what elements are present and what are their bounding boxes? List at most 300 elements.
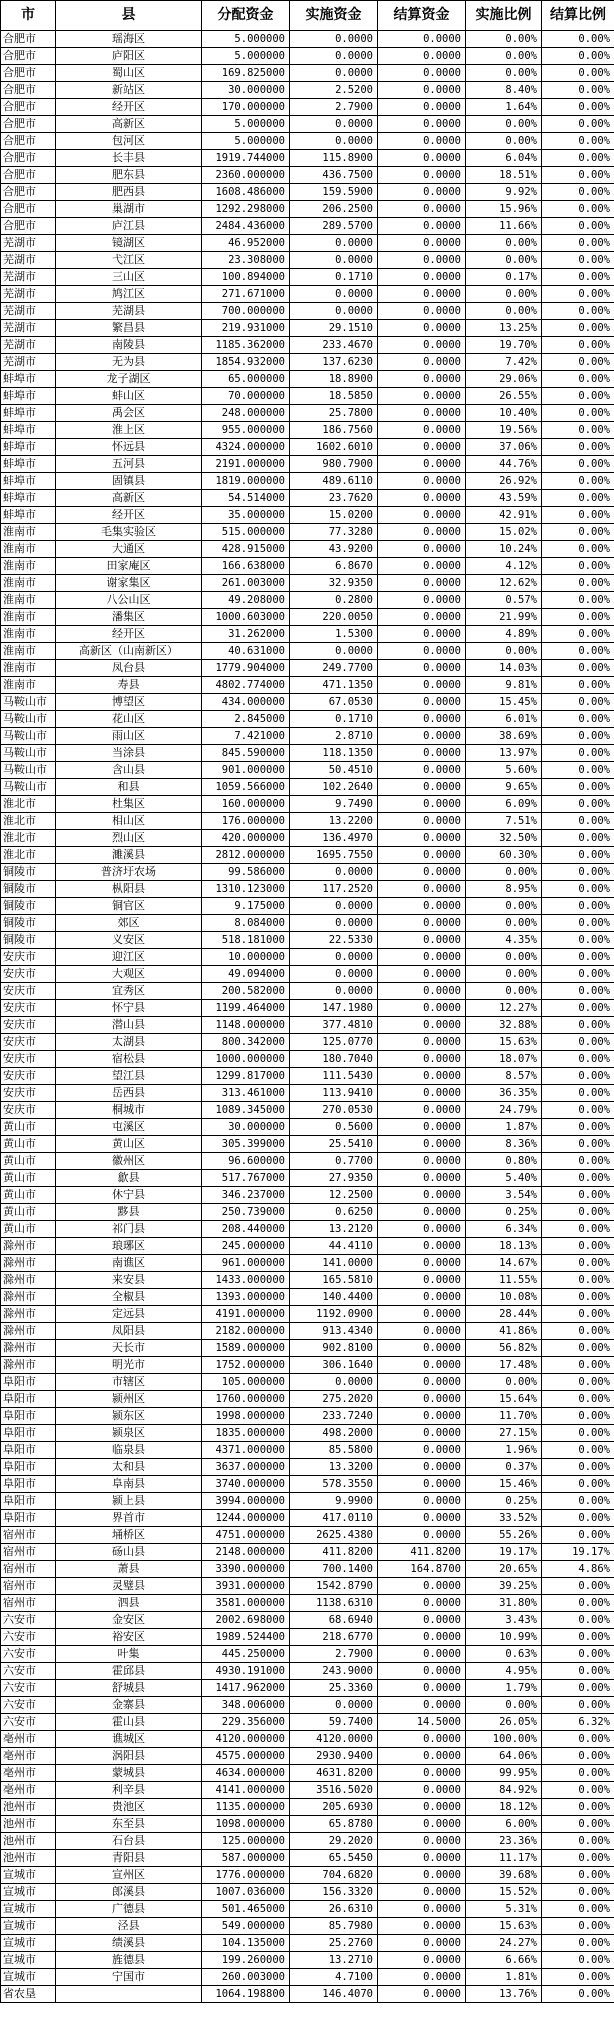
city-cell: 阜阳市 <box>1 1391 56 1408</box>
impl-ratio-cell: 0.37% <box>466 1459 542 1476</box>
settle-ratio-cell: 0.00% <box>542 1918 614 1935</box>
table-row <box>1 1357 614 1374</box>
city-cell: 六安市 <box>1 1714 56 1731</box>
implemented-cell: 22.5330 <box>290 932 378 949</box>
implemented-cell: 417.0110 <box>290 1510 378 1527</box>
implemented-cell: 3516.5020 <box>290 1782 378 1799</box>
table-row <box>1 524 614 541</box>
county-cell: 萧县 <box>56 1561 202 1578</box>
settle-ratio-cell: 0.00% <box>542 1170 614 1187</box>
city-cell: 马鞍山市 <box>1 762 56 779</box>
implemented-cell: 0.0000 <box>290 983 378 1000</box>
city-cell: 蚌埠市 <box>1 507 56 524</box>
implemented-cell: 249.7700 <box>290 660 378 677</box>
settled-cell: 0.0000 <box>378 1952 466 1969</box>
table-row <box>1 1340 614 1357</box>
table-row <box>1 422 614 439</box>
county-cell: 五河县 <box>56 456 202 473</box>
city-cell: 马鞍山市 <box>1 694 56 711</box>
impl-ratio-cell: 0.00% <box>466 1374 542 1391</box>
county-cell: 枞阳县 <box>56 881 202 898</box>
settled-cell: 0.0000 <box>378 1969 466 1986</box>
city-cell: 淮北市 <box>1 796 56 813</box>
allocated-cell: 4930.191000 <box>202 1663 290 1680</box>
settle-ratio-cell: 0.00% <box>542 694 614 711</box>
implemented-cell: 980.7900 <box>290 456 378 473</box>
table-row <box>1 65 614 82</box>
county-cell: 经开区 <box>56 99 202 116</box>
settle-ratio-cell: 0.00% <box>542 320 614 337</box>
city-cell: 蚌埠市 <box>1 388 56 405</box>
allocated-cell: 100.894000 <box>202 269 290 286</box>
table-row <box>1 1918 614 1935</box>
allocated-cell: 5.000000 <box>202 133 290 150</box>
settled-cell: 0.0000 <box>378 1833 466 1850</box>
implemented-cell: 50.4510 <box>290 762 378 779</box>
settle-ratio-cell: 0.00% <box>542 303 614 320</box>
settle-ratio-cell: 0.00% <box>542 1952 614 1969</box>
implemented-cell: 220.0050 <box>290 609 378 626</box>
allocated-cell: 250.739000 <box>202 1204 290 1221</box>
city-cell: 蚌埠市 <box>1 473 56 490</box>
implemented-cell: 186.7560 <box>290 422 378 439</box>
impl-ratio-cell: 6.01% <box>466 711 542 728</box>
impl-ratio-cell: 19.56% <box>466 422 542 439</box>
allocated-cell: 23.308000 <box>202 252 290 269</box>
table-row <box>1 626 614 643</box>
county-cell: 东至县 <box>56 1816 202 1833</box>
settle-ratio-cell: 0.00% <box>542 1765 614 1782</box>
impl-ratio-cell: 15.46% <box>466 1476 542 1493</box>
allocated-cell: 245.000000 <box>202 1238 290 1255</box>
allocated-cell: 248.000000 <box>202 405 290 422</box>
settle-ratio-cell: 0.00% <box>542 218 614 235</box>
impl-ratio-cell: 1.96% <box>466 1442 542 1459</box>
table-row <box>1 1799 614 1816</box>
settle-ratio-cell: 0.00% <box>542 609 614 626</box>
county-cell: 三山区 <box>56 269 202 286</box>
settle-ratio-cell: 0.00% <box>542 983 614 1000</box>
table-row <box>1 643 614 660</box>
county-cell: 肥东县 <box>56 167 202 184</box>
city-cell: 铜陵市 <box>1 932 56 949</box>
allocated-cell: 2812.000000 <box>202 847 290 864</box>
allocated-cell: 65.000000 <box>202 371 290 388</box>
city-cell: 芜湖市 <box>1 269 56 286</box>
settled-cell: 0.0000 <box>378 1408 466 1425</box>
settled-cell: 0.0000 <box>378 48 466 65</box>
county-cell: 花山区 <box>56 711 202 728</box>
allocated-cell: 229.356000 <box>202 1714 290 1731</box>
implemented-cell: 0.0000 <box>290 303 378 320</box>
settle-ratio-cell: 0.00% <box>542 1782 614 1799</box>
allocated-cell: 1998.000000 <box>202 1408 290 1425</box>
county-cell: 田家庵区 <box>56 558 202 575</box>
settled-cell: 0.0000 <box>378 966 466 983</box>
settle-ratio-cell: 0.00% <box>542 813 614 830</box>
table-row <box>1 1255 614 1272</box>
settle-ratio-cell: 0.00% <box>542 99 614 116</box>
impl-ratio-cell: 29.06% <box>466 371 542 388</box>
settled-cell: 0.0000 <box>378 626 466 643</box>
allocated-cell: 518.181000 <box>202 932 290 949</box>
settle-ratio-cell: 0.00% <box>542 439 614 456</box>
settle-ratio-cell: 0.00% <box>542 1306 614 1323</box>
impl-ratio-cell: 15.02% <box>466 524 542 541</box>
allocated-cell: 549.000000 <box>202 1918 290 1935</box>
header-city: 市 <box>1 1 56 31</box>
settle-ratio-cell: 0.00% <box>542 65 614 82</box>
settled-cell: 0.0000 <box>378 1918 466 1935</box>
county-cell: 桐城市 <box>56 1102 202 1119</box>
county-cell: 谢家集区 <box>56 575 202 592</box>
county-cell: 郊区 <box>56 915 202 932</box>
implemented-cell: 15.0200 <box>290 507 378 524</box>
table-row <box>1 1153 614 1170</box>
table-row <box>1 1646 614 1663</box>
implemented-cell: 377.4810 <box>290 1017 378 1034</box>
allocated-cell: 1185.362000 <box>202 337 290 354</box>
implemented-cell: 4631.8200 <box>290 1765 378 1782</box>
allocated-cell: 3931.000000 <box>202 1578 290 1595</box>
city-cell: 宿州市 <box>1 1578 56 1595</box>
implemented-cell: 4120.0000 <box>290 1731 378 1748</box>
city-cell: 合肥市 <box>1 48 56 65</box>
settle-ratio-cell: 0.00% <box>542 643 614 660</box>
city-cell: 宣城市 <box>1 1935 56 1952</box>
city-cell: 芜湖市 <box>1 235 56 252</box>
settle-ratio-cell: 0.00% <box>542 1884 614 1901</box>
city-cell: 滁州市 <box>1 1255 56 1272</box>
implemented-cell: 411.8200 <box>290 1544 378 1561</box>
implemented-cell: 68.6940 <box>290 1612 378 1629</box>
settle-ratio-cell: 0.00% <box>542 558 614 575</box>
impl-ratio-cell: 38.69% <box>466 728 542 745</box>
settled-cell: 0.0000 <box>378 1340 466 1357</box>
settled-cell: 0.0000 <box>378 1306 466 1323</box>
city-cell: 淮南市 <box>1 558 56 575</box>
implemented-cell: 2625.4380 <box>290 1527 378 1544</box>
implemented-cell: 1542.8790 <box>290 1578 378 1595</box>
settled-cell: 0.0000 <box>378 1153 466 1170</box>
city-cell: 宿州市 <box>1 1595 56 1612</box>
city-cell: 安庆市 <box>1 1034 56 1051</box>
city-cell: 宣城市 <box>1 1867 56 1884</box>
table-row <box>1 830 614 847</box>
impl-ratio-cell: 9.65% <box>466 779 542 796</box>
settled-cell: 0.0000 <box>378 1391 466 1408</box>
implemented-cell: 218.6770 <box>290 1629 378 1646</box>
county-cell: 宣州区 <box>56 1867 202 1884</box>
implemented-cell: 25.5410 <box>290 1136 378 1153</box>
settle-ratio-cell: 0.00% <box>542 201 614 218</box>
impl-ratio-cell: 0.00% <box>466 133 542 150</box>
settled-cell: 0.0000 <box>378 898 466 915</box>
settled-cell: 0.0000 <box>378 1374 466 1391</box>
header-settled-funds: 结算资金 <box>378 1 466 31</box>
county-cell: 灵璧县 <box>56 1578 202 1595</box>
settled-cell: 0.0000 <box>378 1051 466 1068</box>
settle-ratio-cell: 0.00% <box>542 1357 614 1374</box>
city-cell: 黄山市 <box>1 1136 56 1153</box>
impl-ratio-cell: 99.95% <box>466 1765 542 1782</box>
county-cell: 庐江县 <box>56 218 202 235</box>
impl-ratio-cell: 0.00% <box>466 966 542 983</box>
table-row <box>1 1017 614 1034</box>
implemented-cell: 1602.6010 <box>290 439 378 456</box>
table-row <box>1 779 614 796</box>
table-row <box>1 405 614 422</box>
settle-ratio-cell: 0.00% <box>542 779 614 796</box>
implemented-cell: 18.5850 <box>290 388 378 405</box>
table-row <box>1 1884 614 1901</box>
allocated-cell: 3740.000000 <box>202 1476 290 1493</box>
city-cell: 淮南市 <box>1 626 56 643</box>
table-row <box>1 1510 614 1527</box>
county-cell: 鸠江区 <box>56 286 202 303</box>
impl-ratio-cell: 0.25% <box>466 1493 542 1510</box>
impl-ratio-cell: 0.00% <box>466 286 542 303</box>
header-row <box>1 1 614 31</box>
table-row <box>1 1816 614 1833</box>
allocated-cell: 35.000000 <box>202 507 290 524</box>
table-row <box>1 303 614 320</box>
implemented-cell: 65.8780 <box>290 1816 378 1833</box>
implemented-cell: 9.9900 <box>290 1493 378 1510</box>
allocated-cell: 1433.000000 <box>202 1272 290 1289</box>
allocated-cell: 30.000000 <box>202 1119 290 1136</box>
implemented-cell: 2930.9400 <box>290 1748 378 1765</box>
implemented-cell: 159.5900 <box>290 184 378 201</box>
city-cell: 黄山市 <box>1 1119 56 1136</box>
settled-cell: 0.0000 <box>378 1935 466 1952</box>
allocated-cell: 199.260000 <box>202 1952 290 1969</box>
county-cell: 界首市 <box>56 1510 202 1527</box>
impl-ratio-cell: 0.57% <box>466 592 542 609</box>
county-cell: 阜南县 <box>56 1476 202 1493</box>
settle-ratio-cell: 0.00% <box>542 1068 614 1085</box>
settle-ratio-cell: 0.00% <box>542 575 614 592</box>
table-row <box>1 1561 614 1578</box>
table-row <box>1 1969 614 1986</box>
implemented-cell: 471.1350 <box>290 677 378 694</box>
settled-cell: 0.0000 <box>378 507 466 524</box>
table-row <box>1 1595 614 1612</box>
impl-ratio-cell: 27.15% <box>466 1425 542 1442</box>
settled-cell: 0.0000 <box>378 371 466 388</box>
table-row <box>1 473 614 490</box>
city-cell: 黄山市 <box>1 1187 56 1204</box>
table-row <box>1 1085 614 1102</box>
city-cell: 蚌埠市 <box>1 405 56 422</box>
city-cell: 滁州市 <box>1 1306 56 1323</box>
implemented-cell: 13.2120 <box>290 1221 378 1238</box>
impl-ratio-cell: 8.36% <box>466 1136 542 1153</box>
settle-ratio-cell: 0.00% <box>542 235 614 252</box>
county-cell: 颍上县 <box>56 1493 202 1510</box>
impl-ratio-cell: 0.00% <box>466 235 542 252</box>
settled-cell: 0.0000 <box>378 949 466 966</box>
county-cell: 相山区 <box>56 813 202 830</box>
impl-ratio-cell: 4.12% <box>466 558 542 575</box>
implemented-cell: 1138.6310 <box>290 1595 378 1612</box>
settle-ratio-cell: 0.00% <box>542 1340 614 1357</box>
impl-ratio-cell: 7.42% <box>466 354 542 371</box>
county-cell: 旌德县 <box>56 1952 202 1969</box>
impl-ratio-cell: 17.48% <box>466 1357 542 1374</box>
city-cell: 合肥市 <box>1 99 56 116</box>
settled-cell: 0.0000 <box>378 1034 466 1051</box>
allocated-cell: 800.342000 <box>202 1034 290 1051</box>
implemented-cell: 0.0000 <box>290 133 378 150</box>
impl-ratio-cell: 5.60% <box>466 762 542 779</box>
table-row <box>1 490 614 507</box>
settled-cell: 0.0000 <box>378 711 466 728</box>
allocated-cell: 49.094000 <box>202 966 290 983</box>
settle-ratio-cell: 0.00% <box>542 1051 614 1068</box>
settled-cell: 14.5000 <box>378 1714 466 1731</box>
impl-ratio-cell: 20.65% <box>466 1561 542 1578</box>
county-cell: 铜官区 <box>56 898 202 915</box>
implemented-cell: 233.7240 <box>290 1408 378 1425</box>
allocated-cell: 176.000000 <box>202 813 290 830</box>
implemented-cell: 140.4400 <box>290 1289 378 1306</box>
table-row <box>1 1136 614 1153</box>
implemented-cell: 275.2020 <box>290 1391 378 1408</box>
county-cell: 弋江区 <box>56 252 202 269</box>
settle-ratio-cell: 0.00% <box>542 422 614 439</box>
settle-ratio-cell: 0.00% <box>542 1663 614 1680</box>
settle-ratio-cell: 0.00% <box>542 1816 614 1833</box>
settle-ratio-cell: 0.00% <box>542 1408 614 1425</box>
table-row <box>1 1935 614 1952</box>
settle-ratio-cell: 0.00% <box>542 1629 614 1646</box>
settled-cell: 0.0000 <box>378 1595 466 1612</box>
city-cell: 省农垦 <box>1 1986 56 2003</box>
table-row <box>1 558 614 575</box>
county-cell: 裕安区 <box>56 1629 202 1646</box>
settle-ratio-cell: 0.00% <box>542 1255 614 1272</box>
settled-cell: 0.0000 <box>378 1663 466 1680</box>
city-cell: 淮南市 <box>1 660 56 677</box>
table-row <box>1 1544 614 1561</box>
impl-ratio-cell: 84.92% <box>466 1782 542 1799</box>
implemented-cell: 578.3550 <box>290 1476 378 1493</box>
table-row <box>1 354 614 371</box>
impl-ratio-cell: 6.34% <box>466 1221 542 1238</box>
settle-ratio-cell: 0.00% <box>542 82 614 99</box>
allocated-cell: 169.825000 <box>202 65 290 82</box>
settled-cell: 0.0000 <box>378 286 466 303</box>
table-row <box>1 728 614 745</box>
allocated-cell: 2484.436000 <box>202 218 290 235</box>
settle-ratio-cell: 6.32% <box>542 1714 614 1731</box>
header-county: 县 <box>56 1 202 31</box>
settle-ratio-cell: 0.00% <box>542 286 614 303</box>
impl-ratio-cell: 64.06% <box>466 1748 542 1765</box>
implemented-cell: 67.0530 <box>290 694 378 711</box>
settle-ratio-cell: 0.00% <box>542 1510 614 1527</box>
settle-ratio-cell: 0.00% <box>542 1578 614 1595</box>
county-cell <box>56 1986 202 2003</box>
settled-cell: 0.0000 <box>378 1867 466 1884</box>
settle-ratio-cell: 0.00% <box>542 388 614 405</box>
implemented-cell: 704.6820 <box>290 1867 378 1884</box>
settle-ratio-cell: 0.00% <box>542 796 614 813</box>
city-cell: 阜阳市 <box>1 1476 56 1493</box>
impl-ratio-cell: 0.00% <box>466 949 542 966</box>
implemented-cell: 902.8100 <box>290 1340 378 1357</box>
county-cell: 八公山区 <box>56 592 202 609</box>
implemented-cell: 27.9350 <box>290 1170 378 1187</box>
table-body <box>1 31 614 2003</box>
settled-cell: 0.0000 <box>378 1102 466 1119</box>
table-row <box>1 99 614 116</box>
city-cell: 阜阳市 <box>1 1425 56 1442</box>
city-cell: 宣城市 <box>1 1901 56 1918</box>
county-cell: 烈山区 <box>56 830 202 847</box>
allocated-cell: 9.175000 <box>202 898 290 915</box>
implemented-cell: 0.0000 <box>290 48 378 65</box>
allocated-cell: 1059.566000 <box>202 779 290 796</box>
table-row <box>1 762 614 779</box>
impl-ratio-cell: 5.40% <box>466 1170 542 1187</box>
implemented-cell: 0.0000 <box>290 286 378 303</box>
county-cell: 蜀山区 <box>56 65 202 82</box>
implemented-cell: 115.8900 <box>290 150 378 167</box>
city-cell: 芜湖市 <box>1 286 56 303</box>
table-row <box>1 167 614 184</box>
settled-cell: 0.0000 <box>378 864 466 881</box>
impl-ratio-cell: 18.07% <box>466 1051 542 1068</box>
settled-cell: 0.0000 <box>378 1187 466 1204</box>
settle-ratio-cell: 0.00% <box>542 1272 614 1289</box>
city-cell: 马鞍山市 <box>1 711 56 728</box>
allocated-cell: 1098.000000 <box>202 1816 290 1833</box>
county-cell: 谯城区 <box>56 1731 202 1748</box>
impl-ratio-cell: 18.51% <box>466 167 542 184</box>
table-row <box>1 1391 614 1408</box>
table-row <box>1 1697 614 1714</box>
impl-ratio-cell: 4.35% <box>466 932 542 949</box>
impl-ratio-cell: 14.67% <box>466 1255 542 1272</box>
city-cell: 蚌埠市 <box>1 439 56 456</box>
impl-ratio-cell: 10.99% <box>466 1629 542 1646</box>
implemented-cell: 0.0000 <box>290 1697 378 1714</box>
table-row <box>1 1578 614 1595</box>
implemented-cell: 125.0770 <box>290 1034 378 1051</box>
settled-cell: 0.0000 <box>378 762 466 779</box>
table-row <box>1 1272 614 1289</box>
county-cell: 宁国市 <box>56 1969 202 1986</box>
city-cell: 黄山市 <box>1 1153 56 1170</box>
table-row <box>1 813 614 830</box>
impl-ratio-cell: 6.04% <box>466 150 542 167</box>
allocated-cell: 1148.000000 <box>202 1017 290 1034</box>
table-row <box>1 1187 614 1204</box>
county-cell: 肥西县 <box>56 184 202 201</box>
allocated-cell: 1064.198800 <box>202 1986 290 2003</box>
settle-ratio-cell: 0.00% <box>542 1102 614 1119</box>
allocated-cell: 3637.000000 <box>202 1459 290 1476</box>
settled-cell: 0.0000 <box>378 1017 466 1034</box>
allocated-cell: 420.000000 <box>202 830 290 847</box>
table-row <box>1 371 614 388</box>
allocated-cell: 1393.000000 <box>202 1289 290 1306</box>
table-row <box>1 439 614 456</box>
city-cell: 宣城市 <box>1 1952 56 1969</box>
implemented-cell: 117.2520 <box>290 881 378 898</box>
